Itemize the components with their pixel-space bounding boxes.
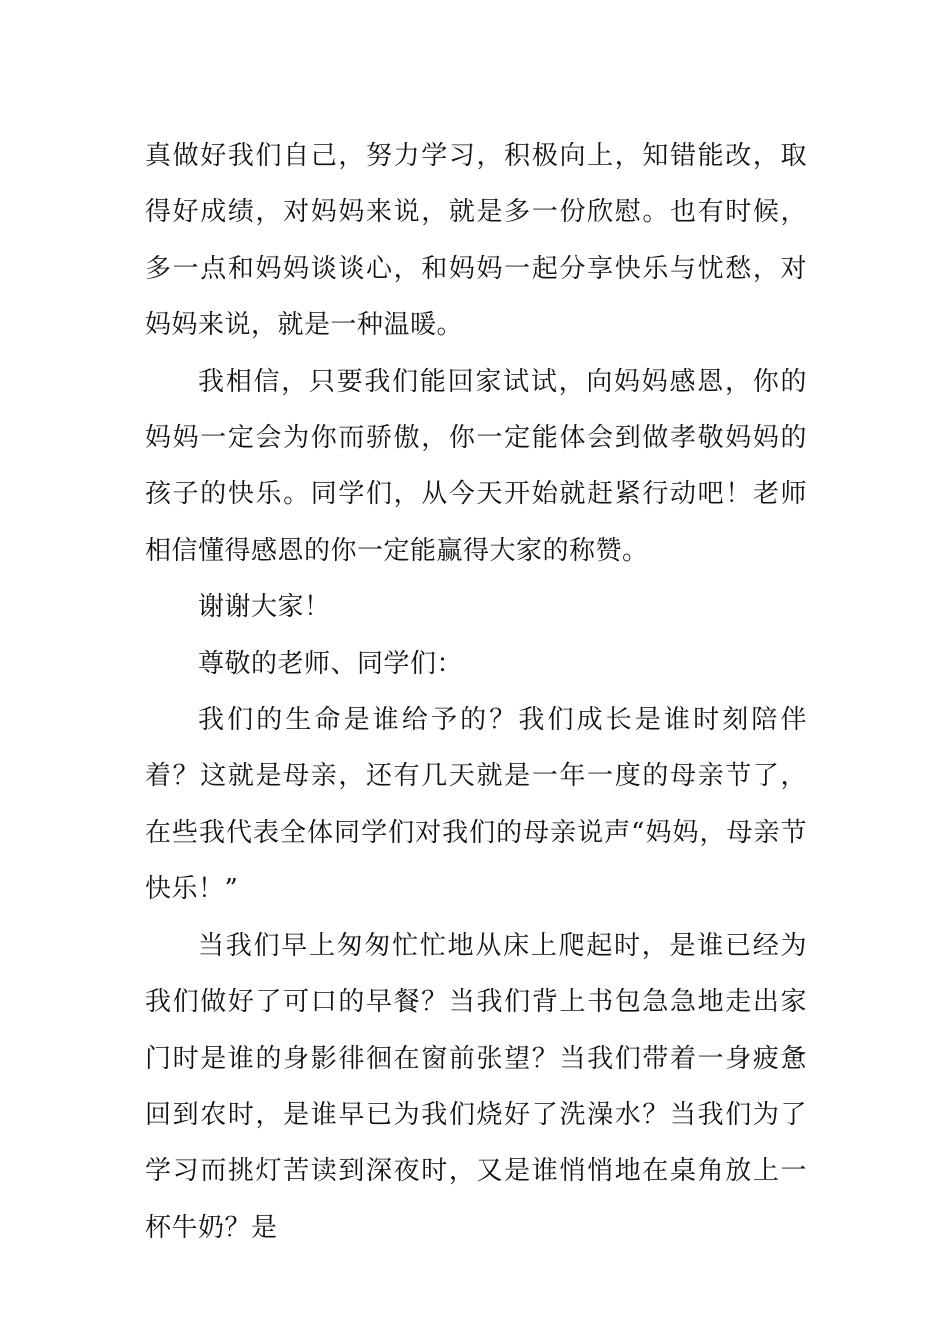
document-body — [145, 128, 807, 1256]
paragraph-belief: 我相信，只要我们能回家试试，向妈妈感恩，你的妈妈一定会为你而骄傲，你一定能体会到做孝敬妈妈的孩子的快乐。同学们，从今天开始就赶紧行动吧！老师相信懂得感恩的你一定能赢得大家的称赞。 — [145, 366, 807, 566]
paragraph-continuation: 真做好我们自己，努力学习，积极向上，知错能改，取得好成绩，对妈妈来说，就是多一份欣慰。也有时候，多一点和妈妈谈谈心，和妈妈一起分享快乐与忧愁，对妈妈来说，就是一种温暖。 — [145, 141, 807, 341]
paragraph-mothers-day: 我们的生命是谁给予的？我们成长是谁时刻陪伴着？这就是母亲，还有几天就是一年一度的母亲节了，在些我代表全体同学们对我们的母亲说声“妈妈，母亲节快乐！” — [145, 705, 807, 905]
paragraph-questions: 当我们早上匆匆忙忙地从床上爬起时，是谁已经为我们做好了可口的早餐？当我们背上书包急急地走出家门时是谁的身影徘徊在窗前张望？当我们带着一身疲惫回到农时，是谁早已为我们烧好了洗澡水？当我们为了学习而挑灯苦读到深夜时，又是谁悄悄地在桌角放上一杯牛奶？是 — [145, 930, 807, 1243]
paragraph-thanks: 谢谢大家！ — [198, 592, 331, 623]
paragraph-salutation: 尊敬的老师、同学们： — [198, 648, 464, 679]
